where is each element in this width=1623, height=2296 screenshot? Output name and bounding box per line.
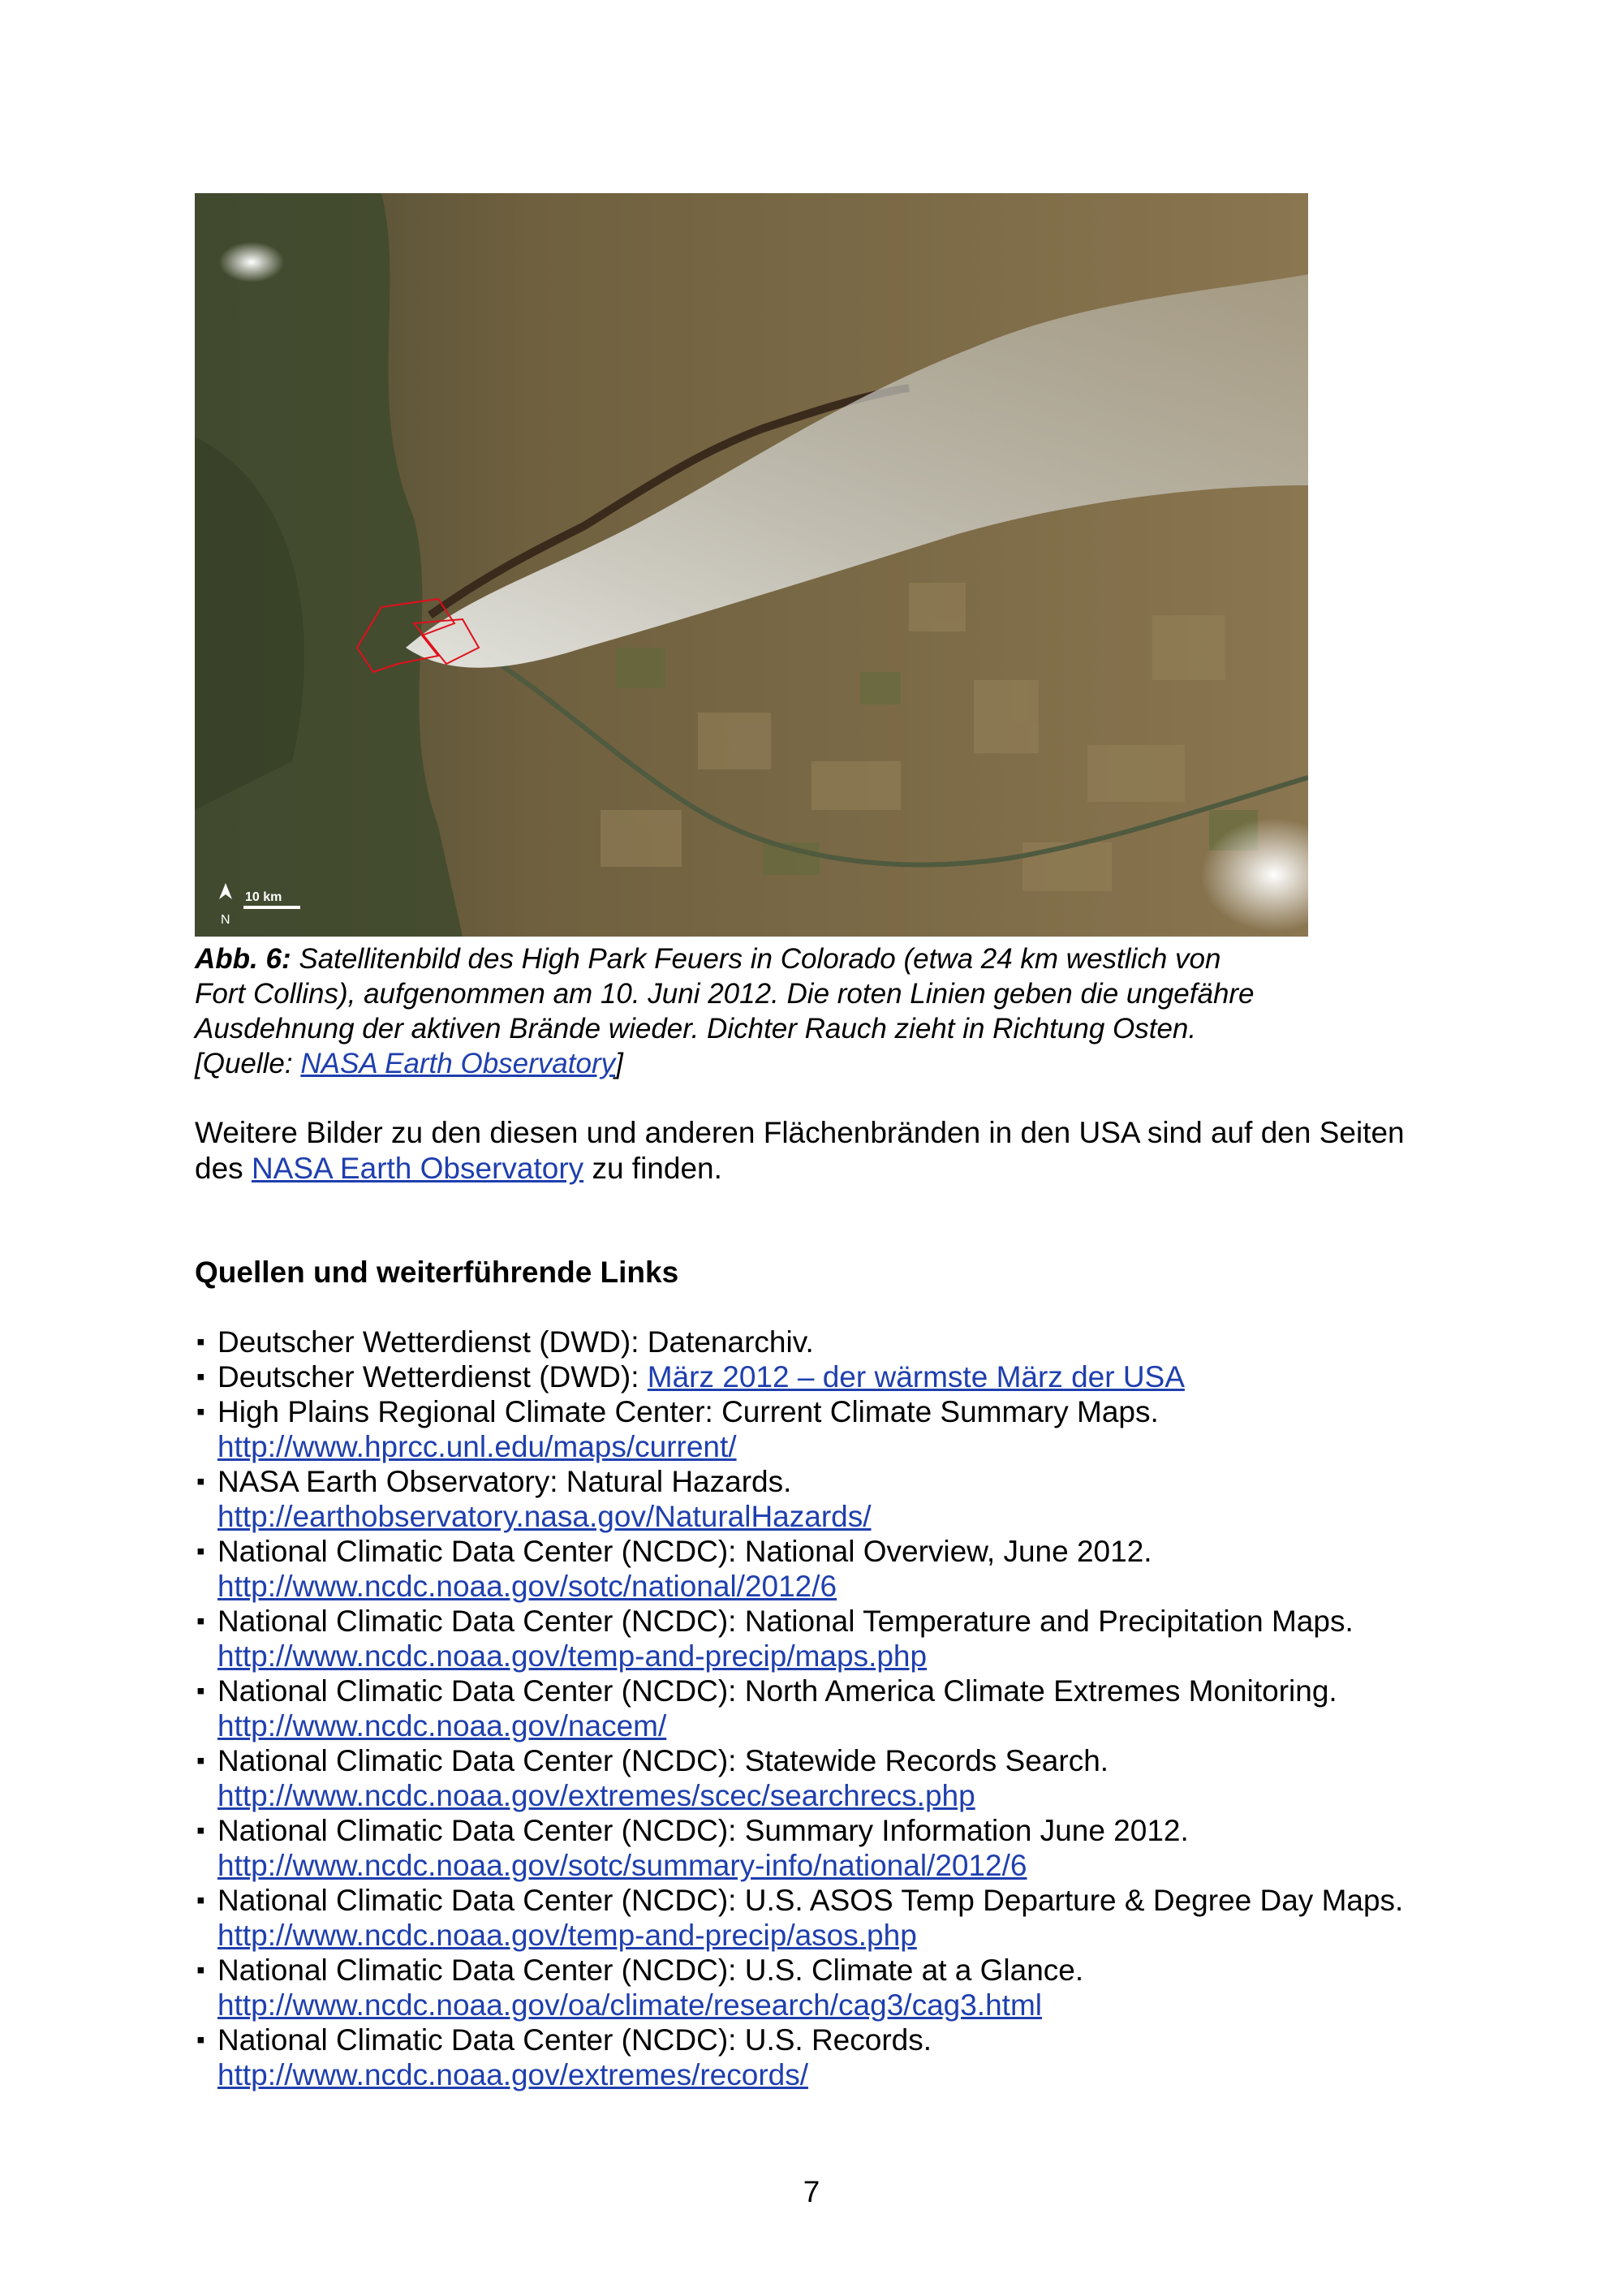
caption-source-link[interactable]: NASA Earth Observatory <box>300 1048 616 1079</box>
source-url-link[interactable]: http://www.hprcc.unl.edu/maps/current/ <box>217 1430 737 1463</box>
source-text: National Climatic Data Center (NCDC): North America Climate Extremes Monitoring. <box>217 1674 1337 1708</box>
source-text: National Climatic Data Center (NCDC): Summary Information June 2012. <box>217 1814 1189 1847</box>
source-text: National Climatic Data Center (NCDC): National Overview, June 2012. <box>217 1535 1152 1568</box>
sources-heading: Quellen und weiterführende Links <box>195 1256 679 1289</box>
caption-line-2: Fort Collins), aufgenommen am 10. Juni 2012. Die roten Linien geben die ungefähre <box>195 978 1255 1010</box>
source-link[interactable]: März 2012 – der wärmste März der USA <box>647 1360 1185 1394</box>
source-text: High Plains Regional Climate Center: Current Climate Summary Maps. <box>217 1395 1159 1428</box>
source-text: Deutscher Wetterdienst (DWD): <box>217 1360 648 1394</box>
source-item <box>195 1325 1461 1359</box>
source-url-link[interactable]: http://www.ncdc.noaa.gov/sotc/national/2012/6 <box>217 1570 837 1603</box>
page-number: 7 <box>803 2175 820 2208</box>
source-url-link[interactable]: http://www.ncdc.noaa.gov/oa/climate/research/cag3/cag3.html <box>217 1988 1042 2022</box>
caption-label: Abb. 6: <box>195 943 291 975</box>
source-url-link[interactable]: http://www.ncdc.noaa.gov/nacem/ <box>217 1709 667 1742</box>
source-text: National Climatic Data Center (NCDC): Statewide Records Search. <box>217 1744 1109 1777</box>
bullet-icon: ▪ <box>196 1817 205 1844</box>
bullet-icon: ▪ <box>196 1329 205 1355</box>
figure-caption <box>195 941 1380 1081</box>
bullet-icon: ▪ <box>196 1538 205 1565</box>
caption-line-1: Satellitenbild des High Park Feuers in Colorado (etwa 24 km westlich von <box>299 943 1221 975</box>
satellite-image <box>195 193 1308 937</box>
source-url-link[interactable]: http://earthobservatory.nasa.gov/NaturalHazards/ <box>217 1500 872 1533</box>
paragraph-suffix: zu finden. <box>583 1152 722 1185</box>
bullet-icon: ▪ <box>196 1398 205 1425</box>
source-text: National Climatic Data Center (NCDC): U.S. ASOS Temp Departure & Degree Day Maps. <box>217 1884 1404 1917</box>
bullet-icon: ▪ <box>196 1678 205 1704</box>
source-item <box>195 1883 1461 1953</box>
source-item <box>195 1674 1461 1743</box>
source-text: National Climatic Data Center (NCDC): National Temperature and Precipitation Maps. <box>217 1605 1354 1638</box>
source-item <box>195 2022 1461 2092</box>
caption-source-prefix: [Quelle: <box>195 1048 301 1079</box>
caption-source-suffix: ] <box>615 1048 623 1079</box>
scale-label: 10 km <box>245 890 282 904</box>
source-item <box>195 1743 1461 1813</box>
source-item <box>195 1464 1461 1534</box>
source-text: National Climatic Data Center (NCDC): U.S. Climate at a Glance. <box>217 1954 1084 1987</box>
bullet-icon: ▪ <box>196 2027 205 2053</box>
source-url-link[interactable]: http://www.ncdc.noaa.gov/temp-and-precip/asos.php <box>217 1919 917 1952</box>
bullet-icon: ▪ <box>196 1957 205 1984</box>
bullet-icon: ▪ <box>196 1363 205 1390</box>
bullet-icon: ▪ <box>196 1747 205 1774</box>
source-item <box>195 1813 1461 1883</box>
sources-list <box>195 1325 1461 2092</box>
paragraph-line-1: Weitere Bilder zu den diesen und anderen Flächenbränden in den USA sind auf den Seiten <box>195 1116 1405 1149</box>
paragraph-prefix: des <box>195 1152 252 1185</box>
bullet-icon: ▪ <box>196 1608 205 1635</box>
caption-line-3: Ausdehnung der aktiven Brände wieder. Dichter Rauch zieht in Richtung Osten. <box>195 1013 1197 1045</box>
bullet-icon: ▪ <box>196 1468 205 1495</box>
body-paragraph <box>195 1115 1444 1187</box>
source-item <box>195 1604 1461 1674</box>
source-item <box>195 1953 1461 2022</box>
source-url-link[interactable]: http://www.ncdc.noaa.gov/extremes/records/ <box>217 2058 809 2091</box>
source-item <box>195 1394 1461 1464</box>
source-text: National Climatic Data Center (NCDC): U.S. Records. <box>217 2023 932 2057</box>
bullet-icon: ▪ <box>196 1887 205 1914</box>
source-item <box>195 1359 1461 1394</box>
source-url-link[interactable]: http://www.ncdc.noaa.gov/temp-and-precip/maps.php <box>217 1639 928 1673</box>
source-url-link[interactable]: http://www.ncdc.noaa.gov/extremes/scec/searchrecs.php <box>217 1779 975 1812</box>
source-text: Deutscher Wetterdienst (DWD): Datenarchiv. <box>217 1325 814 1359</box>
source-url-link[interactable]: http://www.ncdc.noaa.gov/sotc/summary-info/national/2012/6 <box>217 1849 1027 1882</box>
paragraph-link[interactable]: NASA Earth Observatory <box>251 1152 584 1185</box>
source-text: NASA Earth Observatory: Natural Hazards. <box>217 1465 792 1498</box>
north-label: N <box>221 913 230 927</box>
source-item <box>195 1534 1461 1604</box>
